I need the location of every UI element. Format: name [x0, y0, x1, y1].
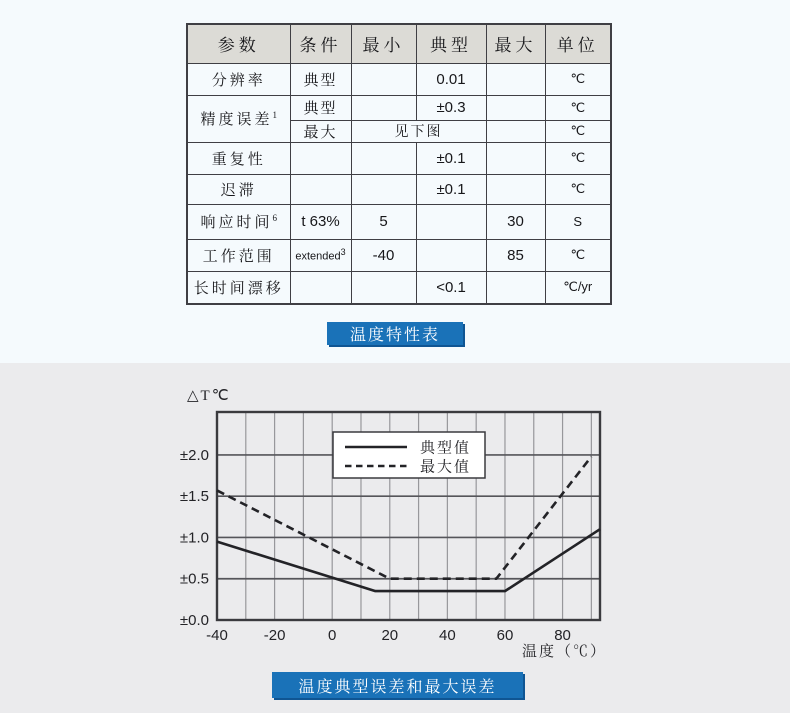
cell-min [351, 95, 416, 120]
cell-param: 工作范围 [187, 239, 290, 271]
y-axis-title: △T℃ [187, 388, 231, 404]
cell-param: 精度误差$^1$ [187, 95, 290, 142]
cell-typical [416, 204, 486, 239]
legend-label-1: 最大值 [420, 459, 472, 476]
header-cell-condition: 条件 [290, 24, 351, 63]
cell-param: 长时间漂移 [187, 271, 290, 304]
cell-min [351, 174, 416, 204]
cell-param: 迟滞 [187, 174, 290, 204]
cell-typical [416, 239, 486, 271]
header-cell-typical: 典型 [416, 24, 486, 63]
cell-typical: 0.01 [416, 63, 486, 95]
cell-min [351, 271, 416, 304]
cell-min [351, 142, 416, 174]
cell-param: 重复性 [187, 142, 290, 174]
error-chart [160, 375, 630, 675]
x-tick-label: 40 [439, 627, 456, 644]
y-tick-label: ±0.0 [179, 612, 209, 629]
cell-param: 响应时间$^6$ [187, 204, 290, 239]
chart-caption-badge: 温度典型误差和最大误差 [272, 672, 523, 698]
cell-unit: ℃ [545, 142, 611, 174]
footnote-ref: 1 [272, 110, 277, 120]
cell-max [486, 142, 545, 174]
cell-condition [290, 271, 351, 304]
cell-typical: ±0.1 [416, 174, 486, 204]
cell-condition: 典型 [290, 95, 351, 120]
cell-min: -40 [351, 239, 416, 271]
legend-label-0: 典型值 [420, 440, 472, 457]
x-tick-label: 0 [328, 627, 337, 644]
cell-max: 30 [486, 204, 545, 239]
table-caption-badge: 温度特性表 [327, 322, 463, 345]
y-tick-label: ±1.5 [179, 488, 209, 506]
x-tick-label: 20 [381, 627, 399, 644]
footnote-ref: 6 [272, 213, 277, 223]
cell-typical: ±0.3 [416, 95, 486, 120]
header-cell-min: 最小 [351, 24, 416, 63]
cell-max [486, 174, 545, 204]
y-tick-label: ±0.5 [179, 570, 209, 588]
table-row-resolution [187, 63, 611, 95]
cell-min: 5 [351, 204, 416, 239]
table-row-accuracy-typical [187, 95, 611, 120]
x-tick-label: 60 [496, 627, 514, 644]
cell-condition [290, 142, 351, 174]
cell-condition: extended$^3$ [290, 239, 351, 271]
cell-unit: ℃ [545, 239, 611, 271]
cell-see-figure-below: 见下图 [351, 120, 486, 142]
cell-unit: S [545, 204, 611, 239]
cell-condition: t 63% [290, 204, 351, 239]
cell-unit: ℃/yr [545, 271, 611, 304]
cell-condition: 最大 [290, 120, 351, 142]
cell-max [486, 63, 545, 95]
cell-min [351, 63, 416, 95]
table-row-operating-range [187, 239, 611, 271]
table-header-row [187, 24, 611, 63]
cell-unit: ℃ [545, 120, 611, 142]
footnote-ref: 3 [340, 247, 346, 258]
table-row-response-time [187, 204, 611, 239]
cell-unit: ℃ [545, 63, 611, 95]
cell-unit: ℃ [545, 174, 611, 204]
y-tick-label: ±1.0 [179, 529, 209, 547]
x-tick-label: -40 [206, 627, 228, 644]
error-chart-svg [160, 375, 630, 675]
table-row-repeatability [187, 142, 611, 174]
table-row-hysteresis [187, 174, 611, 204]
y-tick-label: ±2.0 [179, 446, 209, 464]
header-cell-max: 最大 [486, 24, 545, 63]
cell-max [486, 120, 545, 142]
x-tick-label: -20 [263, 627, 286, 644]
cell-param: 分辨率 [187, 63, 290, 95]
x-axis-title: 温度（℃） [521, 644, 607, 660]
cell-condition [290, 174, 351, 204]
table-row-long-term-drift [187, 271, 611, 304]
cell-typical: <0.1 [416, 271, 486, 304]
cell-max: 85 [486, 239, 545, 271]
header-cell-unit: 单位 [545, 24, 611, 63]
cell-condition: 典型 [290, 63, 351, 95]
cell-max [486, 271, 545, 304]
cell-unit: ℃ [545, 95, 611, 120]
header-cell-parameter: 参数 [187, 24, 290, 63]
x-tick-label: 80 [554, 627, 571, 644]
cell-typical: ±0.1 [416, 142, 486, 174]
temperature-spec-table [186, 23, 612, 305]
cell-max [486, 95, 545, 120]
